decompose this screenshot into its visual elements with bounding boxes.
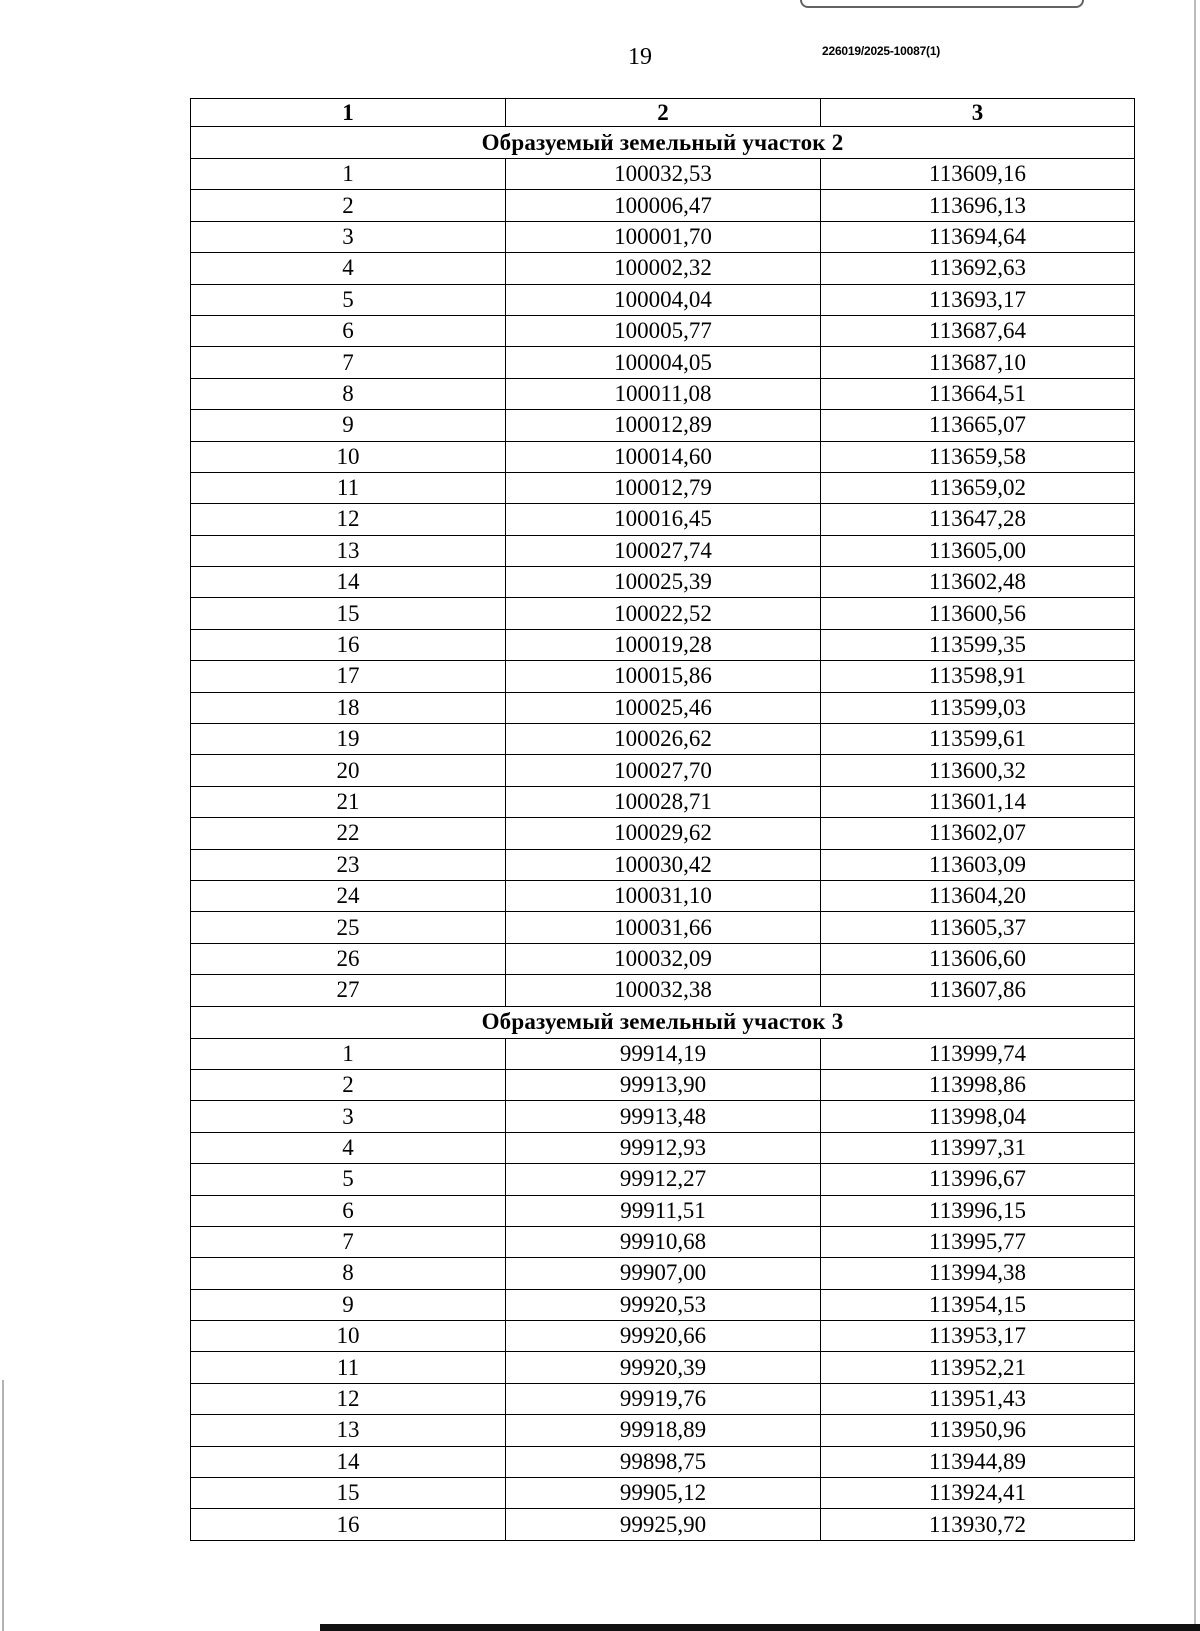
table-row (191, 598, 1135, 629)
x-coordinate-cell: 100029,62 (506, 818, 821, 849)
x-coordinate-cell: 99920,66 (506, 1321, 821, 1352)
x-coordinate-cell: 100028,71 (506, 786, 821, 817)
x-coordinate-cell: 100006,47 (506, 190, 821, 221)
table-row (191, 629, 1135, 660)
y-coordinate-cell: 113600,32 (821, 755, 1135, 786)
x-coordinate-cell: 99925,90 (506, 1509, 821, 1540)
point-number-cell: 2 (191, 1069, 506, 1100)
point-number-cell: 15 (191, 1478, 506, 1509)
table-row (191, 1383, 1135, 1414)
table-row (191, 535, 1135, 566)
point-number-cell: 23 (191, 849, 506, 880)
point-number-cell: 5 (191, 1164, 506, 1195)
point-number-cell: 4 (191, 253, 506, 284)
table-row (191, 159, 1135, 190)
x-coordinate-cell: 99912,27 (506, 1164, 821, 1195)
y-coordinate-cell: 113602,48 (821, 567, 1135, 598)
section-title: Образуемый земельный участок 2 (191, 127, 1135, 159)
document-code: 226019/2025-10087(1) (822, 44, 941, 58)
x-coordinate-cell: 100012,79 (506, 472, 821, 503)
x-coordinate-cell: 99920,53 (506, 1289, 821, 1320)
table-row (191, 849, 1135, 880)
table-row (191, 1226, 1135, 1257)
column-header-1: 1 (191, 99, 506, 127)
point-number-cell: 1 (191, 159, 506, 190)
point-number-cell: 16 (191, 629, 506, 660)
section-title: Образуемый земельный участок 3 (191, 1006, 1135, 1038)
table-row (191, 284, 1135, 315)
column-header-2: 2 (506, 99, 821, 127)
y-coordinate-cell: 113998,86 (821, 1069, 1135, 1100)
point-number-cell: 12 (191, 504, 506, 535)
point-number-cell: 5 (191, 284, 506, 315)
point-number-cell: 24 (191, 880, 506, 911)
x-coordinate-cell: 99910,68 (506, 1226, 821, 1257)
point-number-cell: 16 (191, 1509, 506, 1540)
y-coordinate-cell: 113951,43 (821, 1383, 1135, 1414)
table-row (191, 1132, 1135, 1163)
point-number-cell: 18 (191, 692, 506, 723)
table-row (191, 472, 1135, 503)
point-number-cell: 25 (191, 912, 506, 943)
table-row (191, 692, 1135, 723)
point-number-cell: 9 (191, 410, 506, 441)
y-coordinate-cell: 113599,35 (821, 629, 1135, 660)
y-coordinate-cell: 113994,38 (821, 1258, 1135, 1289)
point-number-cell: 3 (191, 221, 506, 252)
point-number-cell: 14 (191, 567, 506, 598)
table-row (191, 1352, 1135, 1383)
y-coordinate-cell: 113606,60 (821, 943, 1135, 974)
x-coordinate-cell: 100030,42 (506, 849, 821, 880)
table-row (191, 315, 1135, 346)
x-coordinate-cell: 99911,51 (506, 1195, 821, 1226)
point-number-cell: 7 (191, 1226, 506, 1257)
table-row (191, 1289, 1135, 1320)
table-row (191, 504, 1135, 535)
page-number: 19 (628, 44, 652, 70)
point-number-cell: 8 (191, 1258, 506, 1289)
point-number-cell: 6 (191, 315, 506, 346)
x-coordinate-cell: 100032,38 (506, 975, 821, 1006)
point-number-cell: 21 (191, 786, 506, 817)
x-coordinate-cell: 99920,39 (506, 1352, 821, 1383)
y-coordinate-cell: 113930,72 (821, 1509, 1135, 1540)
point-number-cell: 20 (191, 755, 506, 786)
point-number-cell: 12 (191, 1383, 506, 1414)
table-row (191, 253, 1135, 284)
y-coordinate-cell: 113996,67 (821, 1164, 1135, 1195)
x-coordinate-cell: 100005,77 (506, 315, 821, 346)
table-row (191, 1415, 1135, 1446)
x-coordinate-cell: 100022,52 (506, 598, 821, 629)
point-number-cell: 15 (191, 598, 506, 629)
y-coordinate-cell: 113998,04 (821, 1101, 1135, 1132)
table-row (191, 1321, 1135, 1352)
x-coordinate-cell: 100012,89 (506, 410, 821, 441)
table-row (191, 1509, 1135, 1540)
y-coordinate-cell: 113604,20 (821, 880, 1135, 911)
y-coordinate-cell: 113664,51 (821, 378, 1135, 409)
y-coordinate-cell: 113687,10 (821, 347, 1135, 378)
x-coordinate-cell: 99907,00 (506, 1258, 821, 1289)
table-row (191, 818, 1135, 849)
table-row (191, 661, 1135, 692)
scan-edge-line-right (1194, 0, 1196, 1631)
table-row (191, 1446, 1135, 1477)
column-header-3: 3 (821, 99, 1135, 127)
point-number-cell: 1 (191, 1038, 506, 1069)
x-coordinate-cell: 100016,45 (506, 504, 821, 535)
y-coordinate-cell: 113950,96 (821, 1415, 1135, 1446)
point-number-cell: 17 (191, 661, 506, 692)
y-coordinate-cell: 113599,03 (821, 692, 1135, 723)
x-coordinate-cell: 99912,93 (506, 1132, 821, 1163)
y-coordinate-cell: 113944,89 (821, 1446, 1135, 1477)
table-row (191, 347, 1135, 378)
table-row (191, 221, 1135, 252)
table-row (191, 1069, 1135, 1100)
table-row (191, 1478, 1135, 1509)
y-coordinate-cell: 113952,21 (821, 1352, 1135, 1383)
table-row (191, 1164, 1135, 1195)
y-coordinate-cell: 113693,17 (821, 284, 1135, 315)
table-row (191, 1258, 1135, 1289)
x-coordinate-cell: 99913,90 (506, 1069, 821, 1100)
x-coordinate-cell: 100026,62 (506, 724, 821, 755)
y-coordinate-cell: 113659,58 (821, 441, 1135, 472)
table-row (191, 567, 1135, 598)
point-number-cell: 9 (191, 1289, 506, 1320)
y-coordinate-cell: 113600,56 (821, 598, 1135, 629)
y-coordinate-cell: 113953,17 (821, 1321, 1135, 1352)
section-title-row (191, 1006, 1135, 1038)
x-coordinate-cell: 99914,19 (506, 1038, 821, 1069)
y-coordinate-cell: 113602,07 (821, 818, 1135, 849)
table-row (191, 378, 1135, 409)
scan-edge-line-left (2, 1380, 4, 1631)
x-coordinate-cell: 99918,89 (506, 1415, 821, 1446)
scan-edge-mark (800, 0, 1084, 8)
coordinates-table (190, 98, 1135, 1541)
x-coordinate-cell: 100004,05 (506, 347, 821, 378)
x-coordinate-cell: 100011,08 (506, 378, 821, 409)
table-row (191, 190, 1135, 221)
point-number-cell: 4 (191, 1132, 506, 1163)
y-coordinate-cell: 113692,63 (821, 253, 1135, 284)
y-coordinate-cell: 113599,61 (821, 724, 1135, 755)
y-coordinate-cell: 113598,91 (821, 661, 1135, 692)
point-number-cell: 7 (191, 347, 506, 378)
table-row (191, 880, 1135, 911)
y-coordinate-cell: 113607,86 (821, 975, 1135, 1006)
x-coordinate-cell: 100025,39 (506, 567, 821, 598)
table-body (191, 127, 1135, 1541)
table-row (191, 441, 1135, 472)
y-coordinate-cell: 113605,00 (821, 535, 1135, 566)
point-number-cell: 13 (191, 535, 506, 566)
point-number-cell: 2 (191, 190, 506, 221)
table-row (191, 724, 1135, 755)
x-coordinate-cell: 99919,76 (506, 1383, 821, 1414)
table-header-row (191, 99, 1135, 127)
point-number-cell: 8 (191, 378, 506, 409)
point-number-cell: 14 (191, 1446, 506, 1477)
y-coordinate-cell: 113601,14 (821, 786, 1135, 817)
y-coordinate-cell: 113687,64 (821, 315, 1135, 346)
point-number-cell: 3 (191, 1101, 506, 1132)
table-row (191, 912, 1135, 943)
scan-bottom-bar (320, 1624, 1200, 1631)
x-coordinate-cell: 100027,70 (506, 755, 821, 786)
table-row (191, 786, 1135, 817)
y-coordinate-cell: 113954,15 (821, 1289, 1135, 1320)
point-number-cell: 11 (191, 472, 506, 503)
y-coordinate-cell: 113995,77 (821, 1226, 1135, 1257)
x-coordinate-cell: 99898,75 (506, 1446, 821, 1477)
y-coordinate-cell: 113609,16 (821, 159, 1135, 190)
point-number-cell: 13 (191, 1415, 506, 1446)
y-coordinate-cell: 113696,13 (821, 190, 1135, 221)
x-coordinate-cell: 100002,32 (506, 253, 821, 284)
point-number-cell: 6 (191, 1195, 506, 1226)
y-coordinate-cell: 113924,41 (821, 1478, 1135, 1509)
point-number-cell: 10 (191, 441, 506, 472)
y-coordinate-cell: 113605,37 (821, 912, 1135, 943)
y-coordinate-cell: 113659,02 (821, 472, 1135, 503)
table-row (191, 755, 1135, 786)
point-number-cell: 22 (191, 818, 506, 849)
x-coordinate-cell: 100019,28 (506, 629, 821, 660)
x-coordinate-cell: 100031,10 (506, 880, 821, 911)
x-coordinate-cell: 100032,53 (506, 159, 821, 190)
x-coordinate-cell: 100001,70 (506, 221, 821, 252)
table-row (191, 410, 1135, 441)
y-coordinate-cell: 113999,74 (821, 1038, 1135, 1069)
table-row (191, 1101, 1135, 1132)
y-coordinate-cell: 113665,07 (821, 410, 1135, 441)
point-number-cell: 10 (191, 1321, 506, 1352)
table-row (191, 943, 1135, 974)
x-coordinate-cell: 100025,46 (506, 692, 821, 723)
table-row (191, 975, 1135, 1006)
section-title-row (191, 127, 1135, 159)
table-row (191, 1195, 1135, 1226)
x-coordinate-cell: 99905,12 (506, 1478, 821, 1509)
x-coordinate-cell: 100031,66 (506, 912, 821, 943)
y-coordinate-cell: 113996,15 (821, 1195, 1135, 1226)
y-coordinate-cell: 113997,31 (821, 1132, 1135, 1163)
x-coordinate-cell: 100015,86 (506, 661, 821, 692)
x-coordinate-cell: 99913,48 (506, 1101, 821, 1132)
x-coordinate-cell: 100027,74 (506, 535, 821, 566)
x-coordinate-cell: 100004,04 (506, 284, 821, 315)
y-coordinate-cell: 113694,64 (821, 221, 1135, 252)
point-number-cell: 11 (191, 1352, 506, 1383)
x-coordinate-cell: 100014,60 (506, 441, 821, 472)
point-number-cell: 19 (191, 724, 506, 755)
point-number-cell: 26 (191, 943, 506, 974)
table-row (191, 1038, 1135, 1069)
y-coordinate-cell: 113603,09 (821, 849, 1135, 880)
x-coordinate-cell: 100032,09 (506, 943, 821, 974)
y-coordinate-cell: 113647,28 (821, 504, 1135, 535)
point-number-cell: 27 (191, 975, 506, 1006)
